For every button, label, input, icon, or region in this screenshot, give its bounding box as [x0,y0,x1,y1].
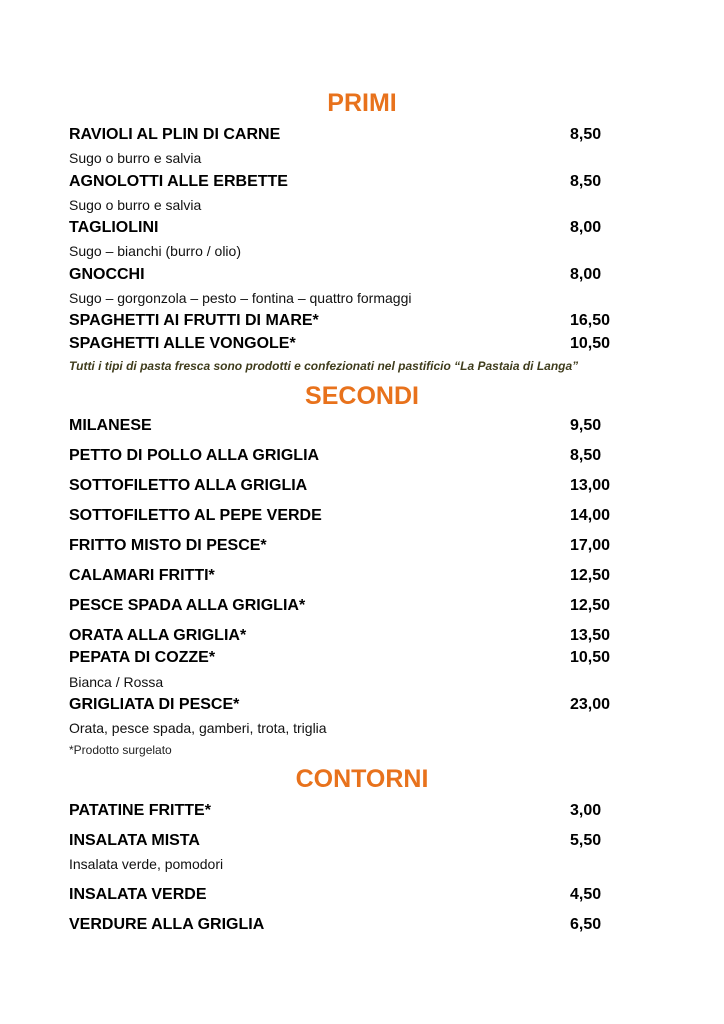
item-name: PATATINE FRITTE* [69,802,211,819]
item-price: 8,50 [570,447,602,464]
item-name: SOTTOFILETTO AL PEPE VERDE [69,507,322,524]
item-description: Orata, pesce spada, gamberi, trota, triglia [69,720,327,736]
item-price: 17,00 [570,537,611,554]
menu-item [69,595,724,617]
section-title-contorni: CONTORNI [295,765,429,793]
item-price: 10,50 [570,649,611,666]
item-description: Sugo – gorgonzola – pesto – fontina – quattro formaggi [69,290,412,306]
item-name: SOTTOFILETTO ALLA GRIGLIA [69,477,308,494]
menu-item [69,884,724,906]
item-name: MILANESE [69,417,152,434]
frozen-note: *Prodotto surgelato [69,743,172,757]
item-name: VERDURE ALLA GRIGLIA [69,916,265,933]
menu-item [69,565,724,587]
item-price: 9,50 [570,417,602,434]
menu-item [69,333,724,355]
item-price: 13,50 [570,627,611,644]
menu-item [69,475,724,497]
item-name: FRITTO MISTO DI PESCE* [69,537,267,554]
item-name: RAVIOLI AL PLIN DI CARNE [69,126,281,143]
item-name: CALAMARI FRITTI* [69,567,215,584]
section-title-primi: PRIMI [327,89,397,117]
item-name: AGNOLOTTI ALLE ERBETTE [69,173,288,190]
menu-item [69,535,724,557]
item-price: 4,50 [570,886,602,903]
menu-item [69,505,724,527]
item-name: SPAGHETTI AI FRUTTI DI MARE* [69,312,319,329]
item-name: TAGLIOLINI [69,219,159,236]
item-name: SPAGHETTI ALLE VONGOLE* [69,335,296,352]
item-name: PETTO DI POLLO ALLA GRIGLIA [69,447,320,464]
menu-item [69,830,724,852]
item-name: ORATA ALLA GRIGLIA* [69,627,247,644]
menu-item [69,171,724,193]
item-price: 10,50 [570,335,611,352]
item-description: Sugo o burro e salvia [69,150,202,166]
item-price: 3,00 [570,802,602,819]
menu-item [69,625,724,647]
menu-item [69,647,724,669]
item-description: Sugo – bianchi (burro / olio) [69,243,241,259]
item-name: GNOCCHI [69,266,145,283]
item-price: 5,50 [570,832,602,849]
item-price: 16,50 [570,312,611,329]
menu-item [69,445,724,467]
pasta-note: Tutti i tipi di pasta fresca sono prodotti e confezionati nel pastificio “La Pastaia di Langa” [69,359,579,373]
menu-item [69,217,724,239]
item-price: 8,50 [570,126,602,143]
menu-item [69,914,724,936]
item-name: PESCE SPADA ALLA GRIGLIA* [69,597,306,614]
item-price: 8,00 [570,219,602,236]
menu-item [69,310,724,332]
item-price: 14,00 [570,507,611,524]
item-name: PEPATA DI COZZE* [69,649,216,666]
item-price: 12,50 [570,597,611,614]
menu-item [69,800,724,822]
item-name: INSALATA VERDE [69,886,207,903]
menu-item [69,124,724,146]
item-price: 6,50 [570,916,602,933]
item-price: 8,50 [570,173,602,190]
item-description: Bianca / Rossa [69,674,164,690]
item-name: INSALATA MISTA [69,832,200,849]
menu-item [69,264,724,286]
section-title-secondi: SECONDI [305,382,419,410]
item-name: GRIGLIATA DI PESCE* [69,696,240,713]
menu-item [69,415,724,437]
item-price: 12,50 [570,567,611,584]
item-description: Insalata verde, pomodori [69,856,224,872]
item-price: 23,00 [570,696,611,713]
item-description: Sugo o burro e salvia [69,197,202,213]
menu-item [69,694,724,716]
item-price: 13,00 [570,477,611,494]
item-price: 8,00 [570,266,602,283]
